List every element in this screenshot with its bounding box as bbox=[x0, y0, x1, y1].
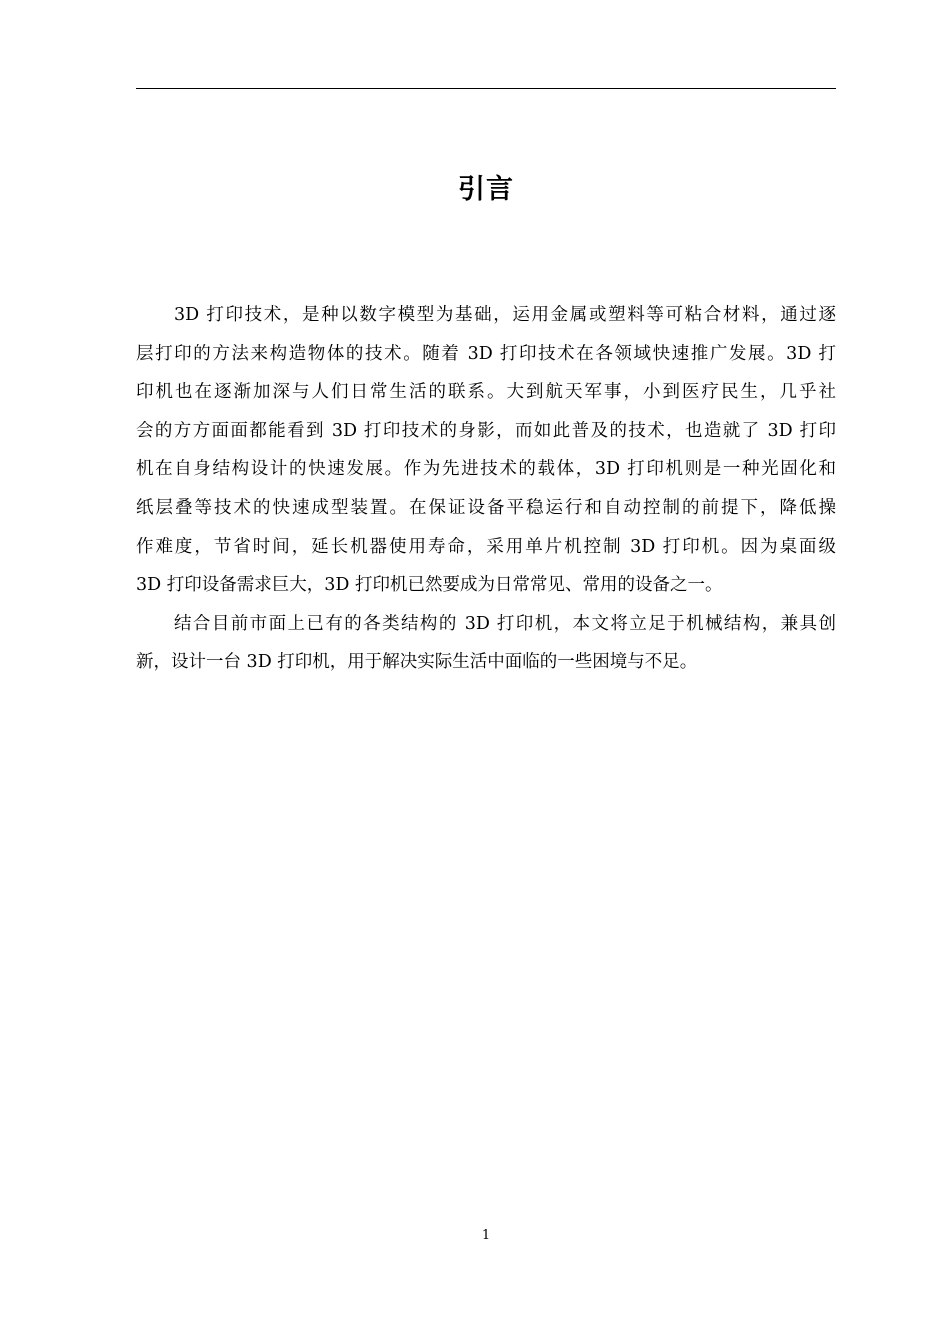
page-number: 1 bbox=[481, 1228, 491, 1243]
paragraph-2 bbox=[136, 605, 836, 682]
paragraph-line: 层打印的方法来构造物体的技术。随着 3D 打印技术在各领域快速推广发展。3D 打 bbox=[136, 343, 836, 364]
header-rule bbox=[136, 88, 836, 89]
paragraph-line: 印机也在逐渐加深与人们日常生活的联系。大到航天军事，小到医疗民生，几乎社 bbox=[136, 382, 836, 403]
page-title: 引言 bbox=[458, 174, 514, 205]
paragraph-line: 新，设计一台 3D 打印机，用于解决实际生活中面临的一些困境与不足。 bbox=[136, 652, 698, 673]
paragraph-line: 3D 打印设备需求巨大，3D 打印机已然要成为日常常见、常用的设备之一。 bbox=[136, 575, 723, 596]
paragraph-line: 作难度，节省时间，延长机器使用寿命，采用单片机控制 3D 打印机。因为桌面级 bbox=[136, 536, 836, 557]
paragraph-line: 会的方方面面都能看到 3D 打印技术的身影，而如此普及的技术，也造就了 3D 打印 bbox=[136, 420, 836, 441]
paragraph-line: 3D 打印技术，是种以数字模型为基础，运用金属或塑料等可粘合材料，通过逐 bbox=[174, 305, 836, 325]
paragraph-line: 机在自身结构设计的快速发展。作为先进技术的载体，3D 打印机则是一种光固化和 bbox=[136, 459, 836, 480]
body-text bbox=[136, 296, 836, 682]
paragraph-1 bbox=[136, 296, 836, 605]
paragraph-line: 纸层叠等技术的快速成型装置。在保证设备平稳运行和自动控制的前提下，降低操 bbox=[136, 497, 836, 518]
paragraph-line: 结合目前市面上已有的各类结构的 3D 打印机，本文将立足于机械结构，兼具创 bbox=[174, 613, 836, 634]
